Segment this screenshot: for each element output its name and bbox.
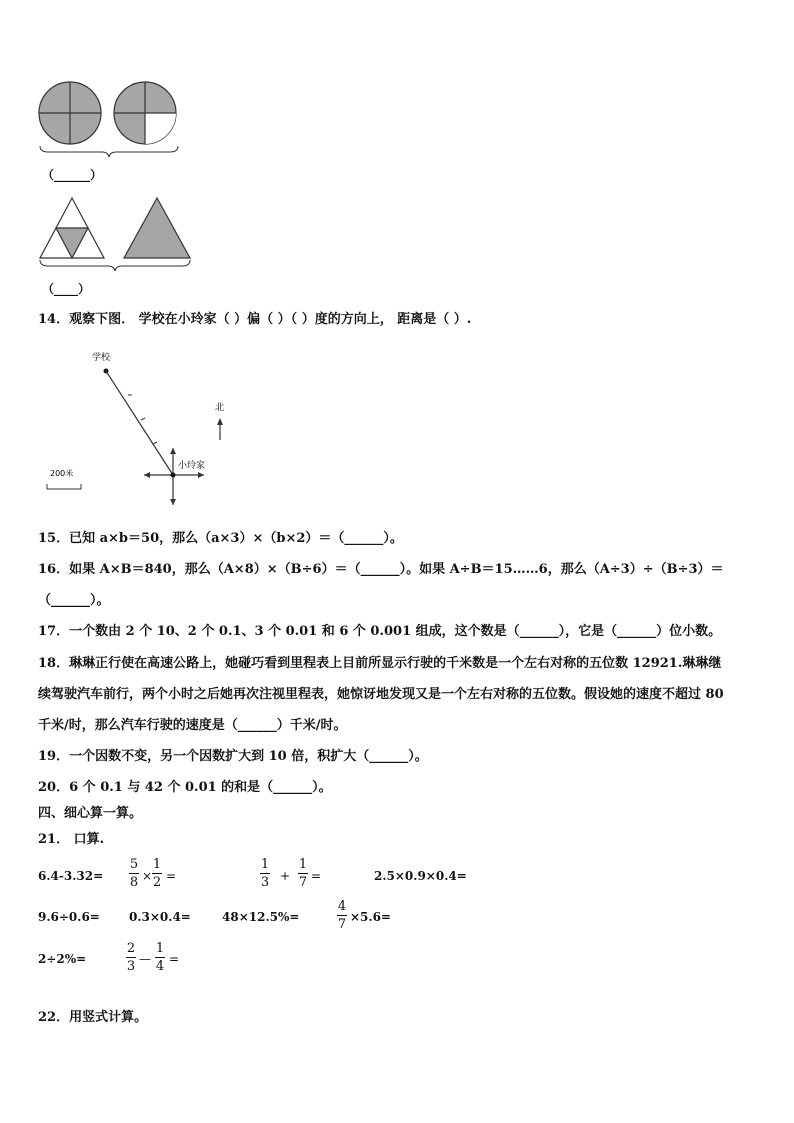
question-18-line-2: 续驾驶汽车前行，两个小时之后她再次注视里程表，她惊讶地发现又是一个左右对称的五位数。假设她的速度不超过 80: [38, 687, 724, 702]
home-label: 小玲家: [178, 461, 206, 471]
circle-left: [39, 82, 101, 144]
home-point: [171, 473, 176, 478]
question-21-title: 21． 口算.: [38, 832, 105, 847]
triangle-left: [40, 198, 104, 258]
fraction-circles-figure: [36, 80, 181, 160]
equals: =: [311, 869, 322, 883]
question-19: 19．一个因数不变，另一个因数扩大到 10 倍，积扩大（______）。: [38, 749, 428, 764]
circle-right: [114, 82, 176, 144]
triangle-right: [124, 198, 190, 258]
operator: +: [280, 869, 291, 883]
question-22: 22．用竖式计算。: [38, 1010, 148, 1025]
fraction: 2 3: [126, 941, 136, 974]
fraction: 1 4: [155, 941, 165, 974]
calc-9-6-div-0-6: 9.6÷0.6=: [38, 910, 100, 924]
calc-0-3x0-4: 0.3×0.4=: [129, 910, 191, 924]
fraction: 1 3: [260, 857, 270, 890]
section-heading: 四、细心算一算。: [38, 806, 143, 821]
question-17: 17．一个数由 2 个 10、2 个 0.1、3 个 0.01 和 6 个 0.001 组成，这个数是（______），它是（______）位小数。: [38, 624, 722, 639]
fraction: 1 7: [298, 857, 308, 890]
calc-48x12-5-percent: 48×12.5%=: [222, 910, 300, 924]
scale-bar: [47, 484, 81, 489]
fraction: 1 2: [152, 857, 162, 890]
question-18-line-3: 千米/时，那么汽车行驶的速度是（______）千米/时。: [38, 718, 347, 733]
circles-answer-blank: （______）: [42, 168, 103, 182]
north-label: 北: [215, 403, 225, 413]
question-15: 15．已知 a×b＝50，那么（a×3）×（b×2）＝（______）。: [38, 531, 403, 546]
brace: [40, 146, 178, 157]
question-16-line-2: （______）。: [38, 593, 110, 608]
triangles-answer-blank: （____）: [42, 282, 91, 296]
equals: =: [169, 952, 180, 966]
question-20: 20．6 个 0.1 与 42 个 0.01 的和是（______）。: [38, 780, 332, 795]
fraction: 4 7: [337, 899, 347, 932]
calc-6-4-minus-3-32: 6.4-3.32=: [38, 869, 104, 883]
direction-map: [40, 345, 240, 515]
question-14: 14．观察下图． 学校在小玲家（ ）偏（ ）（ ）度的方向上， 距离是（ ）.: [38, 312, 472, 327]
operator: ×: [142, 869, 153, 883]
brace: [40, 260, 190, 271]
operator: —: [139, 952, 151, 966]
calc-2-5x0-9x0-4: 2.5×0.9×0.4=: [374, 869, 467, 883]
calc-2-div-2-percent: 2÷2%=: [38, 952, 87, 966]
equals: =: [166, 869, 177, 883]
school-path: [106, 371, 173, 475]
fraction-triangles-figure: [36, 194, 196, 274]
calc-times-5-6: ×5.6=: [350, 910, 391, 924]
scale-label: 200米: [50, 469, 74, 478]
fraction: 5 8: [129, 857, 139, 890]
school-label: 学校: [92, 353, 111, 363]
question-18-line-1: 18．琳琳正行使在高速公路上，她碰巧看到里程表上目前所显示行驶的千米数是一个左右对称的五位数 12921.琳琳继: [38, 656, 722, 671]
question-16-line-1: 16．如果 A×B＝840，那么（A×8）×（B÷6）＝（______）。如果 A÷B＝15……6，那么（A÷3）÷（B÷3）＝: [38, 562, 724, 577]
